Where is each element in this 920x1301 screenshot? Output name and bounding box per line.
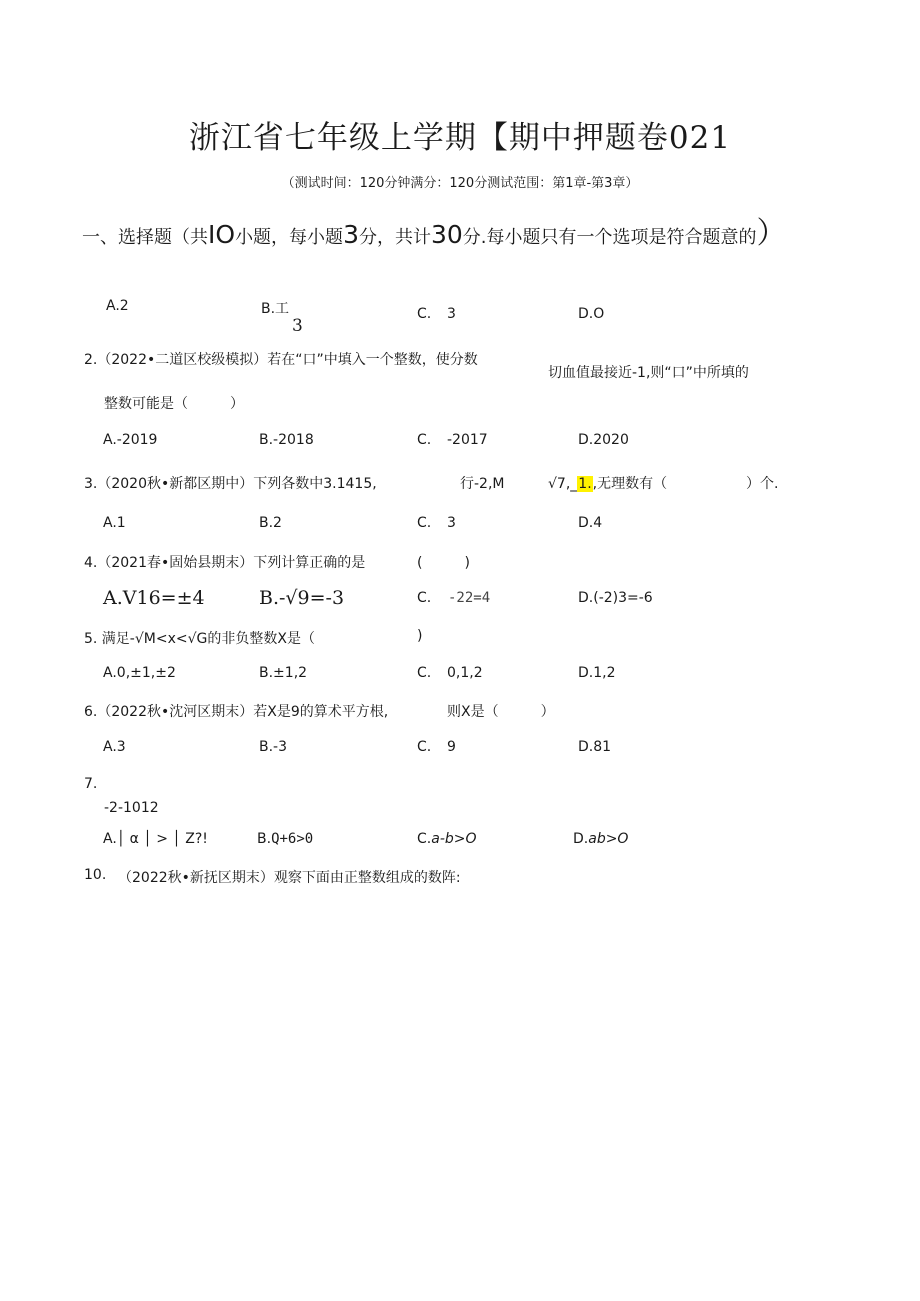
q6-option-c-value: 9 — [447, 739, 456, 755]
q3-highlight: 1. — [578, 476, 592, 492]
q5-option-c-value: 0,1,2 — [447, 665, 483, 681]
q4-option-a: A.V16=±4 — [103, 587, 205, 609]
section-total: 30 — [430, 220, 463, 249]
q2-option-d: D.2020 — [578, 432, 629, 448]
q2-stem-continued: 切血值最接近-1,则“口”中所填的 — [548, 365, 749, 381]
q1-option-b: B.工 — [261, 301, 290, 317]
q6-option-a: A.3 — [103, 739, 126, 755]
q7-option-d-label: D. — [573, 831, 589, 847]
q6-option-b: B.-3 — [259, 739, 288, 755]
q4-option-c-label: C. — [417, 590, 432, 606]
q3-option-a: A.1 — [103, 515, 126, 531]
test-info: （测试时间：120分钟满分：120分测试范围：第1章-第3章） — [281, 176, 639, 191]
q5-option-c-label: C. — [417, 665, 432, 681]
section-score: 3 — [343, 220, 359, 249]
q3-stem-end: ）个. — [746, 476, 779, 492]
q10-number: 10. — [84, 867, 107, 883]
q5-option-d: D.1,2 — [578, 665, 616, 681]
q2-option-a: A.-2019 — [103, 432, 158, 448]
q7-option-d-value: ab>O — [588, 831, 629, 847]
q5-option-b: B.±1,2 — [259, 665, 308, 681]
q3-stem-right-pre: √7,_ — [548, 476, 578, 492]
q6-option-c-label: C. — [417, 739, 432, 755]
q7-option-b — [257, 831, 313, 847]
q2-option-b: B.-2018 — [259, 432, 314, 448]
q7-option-c-value: a-b>O — [431, 831, 477, 847]
q4-stem: 4.（2021春•固始县期末）下列计算正确的是 — [84, 555, 366, 571]
q1-option-a: A.2 — [106, 298, 129, 314]
q7-option-b-value: Q+6>0 — [271, 831, 314, 847]
q3-stem-right-post: ,无理数有（ — [592, 476, 668, 492]
section-text-1: 一、选择题（共 — [82, 227, 208, 248]
q4-option-c-value: -22=4 — [448, 590, 491, 606]
q3-stem-mid: 行-2,M — [460, 476, 505, 492]
q1-option-c-label: C. — [417, 306, 432, 322]
q3-stem-right — [548, 473, 667, 493]
section-close: ） — [756, 216, 787, 251]
q7-option-d — [573, 831, 628, 847]
q5-paren-close: ) — [417, 628, 423, 644]
q5-option-a: A.0,±1,±2 — [103, 665, 176, 681]
section-text-4: 分.每小题只有一个选项是符合题意的 — [462, 227, 757, 248]
q4-option-d: D.(-2)3=-6 — [578, 590, 653, 606]
section-text-2: 小题，每小题 — [235, 227, 344, 248]
q3-option-c-value: 3 — [447, 515, 456, 531]
q6-stem-right: 则X是（ ） — [447, 704, 555, 720]
q7-option-a: A.│ α │ > │ Z?! — [103, 831, 208, 847]
q10-stem: （2022秋•新抚区期末）观察下面由正整数组成的数阵: — [118, 870, 461, 886]
q1-option-b-denominator: 3 — [292, 316, 303, 336]
q7-number-line-labels: -2-1012 — [104, 800, 159, 816]
page-title: 浙江省七年级上学期【期中押题卷021 — [188, 120, 732, 156]
q6-option-d: D.81 — [578, 739, 612, 755]
q3-option-d: D.4 — [578, 515, 603, 531]
q4-answer-paren: ( ) — [417, 555, 470, 571]
q2-option-c-value: -2017 — [447, 432, 488, 448]
q3-option-c-label: C. — [417, 515, 432, 531]
q4-option-b: B.-√9=-3 — [259, 587, 345, 609]
q2-stem: 2.（2022•二道区校级模拟）若在“口”中填入一个整数，使分数 — [84, 352, 478, 368]
q7-number: 7. — [84, 776, 98, 792]
q6-stem: 6.（2022秋•沈河区期末）若X是9的算术平方根, — [84, 704, 389, 720]
q7-option-c — [417, 831, 477, 847]
q5-stem: 5. 满足-√M<x<√G的非负整数X是（ — [84, 631, 315, 647]
q7-option-b-label: B. — [257, 831, 272, 847]
q1-option-d: D.O — [578, 306, 605, 322]
section-text-3: 分，共计 — [358, 227, 431, 248]
q2-option-c-label: C. — [417, 432, 432, 448]
q3-option-b: B.2 — [259, 515, 282, 531]
section-heading — [82, 208, 787, 252]
q7-option-c-label: C. — [417, 831, 432, 847]
section-count: IO — [208, 220, 236, 249]
q2-stem-line2: 整数可能是（ ） — [104, 396, 244, 412]
q1-option-c-value: 3 — [447, 306, 456, 322]
q3-stem: 3.（2020秋•新都区期中）下列各数中3.1415, — [84, 476, 377, 492]
